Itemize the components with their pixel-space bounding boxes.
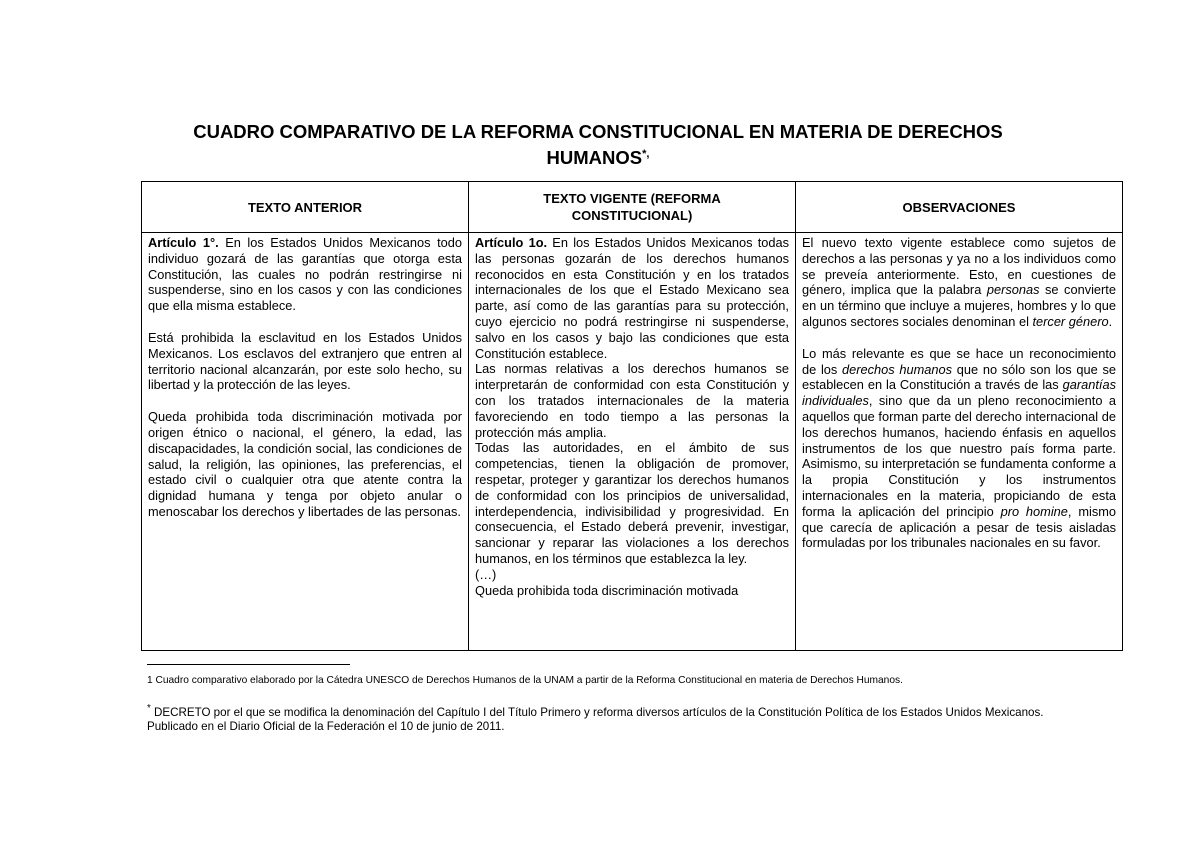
vigente-p1-text: En los Estados Unidos Mexicanos todas las personas gozarán de los derechos humanos reconocidos en esta Constitución y en los tratados internacionales de los que el Estado Mexicano sea parte, así como de las garantías para su protección, cuyo ejercicio no podrá restringirse ni suspenderse, salvo en los casos y bajo las condiciones que esta Constitución establece. bbox=[475, 235, 790, 361]
anterior-paragraph-2: Está prohibida la esclavitud en los Estados Unidos Mexicanos. Los esclavos del extranjero que entren al territorio nacional alcanzarán, por este solo hecho, su libertad y la protección de las leyes. bbox=[148, 329, 462, 393]
obs-p1-b: se convierte en un término que incluye a mujeres, hombres y lo que algunos sectores sociales denominan el bbox=[802, 282, 1116, 329]
title-line1: CUADRO COMPARATIVO DE LA REFORMA CONSTITUCIONAL EN MATERIA DE DERECHOS bbox=[193, 121, 1003, 142]
obs-p1-a: El nuevo texto vigente establece como sujetos de derechos a las personas y ya no a los individuos como se preveía anteriormente. Esto, en cuestiones de género, implica que la palabra bbox=[802, 235, 1116, 298]
vigente-paragraph-1 bbox=[475, 235, 789, 361]
vigente-paragraph-3: Todas las autoridades, en el ámbito de sus competencias, tienen la obligación de promover, respetar, proteger y garantizar los derechos humanos de conformidad con los principios de universalidad, interdependencia, indivisibilidad y progresividad. En consecuencia, el Estado deberá prevenir, investigar, sancionar y reparar las violaciones a los derechos humanos, en los términos que establezca la ley. bbox=[475, 440, 789, 566]
obs-p2-c: , sino que da un pleno reconocimiento a aquellos que forman parte del derecho internacional de los derechos humanos, haciendo énfasis en aquellos instrumentos de los que nuestro país forma parte. Asimismo, su interpretación se fundamenta conforme a la propia Constitución y los instrumentos internacionales en la materia, propiciando de esta forma la aplicación del principio bbox=[802, 393, 1116, 519]
anterior-article-label: Artículo 1°. bbox=[148, 235, 219, 250]
obs-p2-italic-garantias: garantías individuales bbox=[802, 377, 1116, 409]
obs-p2-b: que no sólo son los que se establecen en la Constitución a través de las bbox=[802, 361, 1116, 393]
footnote-1: 1 Cuadro comparativo elaborado por la Cátedra UNESCO de Derechos Humanos de la UNAM a partir de la Reforma Constitucional en materia de Derechos Humanos. bbox=[147, 675, 903, 686]
vigente-paragraph-2: Las normas relativas a los derechos humanos se interpretarán de conformidad con esta Constitución y con los tratados internacionales de la materia favoreciendo en todo tiempo a las personas la protección más amplia. bbox=[475, 361, 789, 440]
observaciones-paragraph-1 bbox=[802, 235, 1116, 330]
footnote-separator bbox=[147, 664, 350, 665]
header-row bbox=[142, 182, 1123, 233]
title-footnote-marks: *, bbox=[642, 148, 650, 160]
cell-observaciones bbox=[796, 233, 1123, 651]
obs-p1-italic-tercer-genero: tercer género bbox=[1032, 313, 1109, 329]
header-texto-vigente: TEXTO VIGENTE (REFORMA CONSTITUCIONAL) bbox=[469, 182, 796, 233]
obs-p2-a: Lo más relevante es que se hace un reconocimiento de los bbox=[802, 345, 1116, 377]
title-line2: HUMANOS bbox=[546, 147, 643, 169]
obs-p1-c: . bbox=[1108, 313, 1113, 329]
obs-p2-italic-derechos-humanos: derechos humanos bbox=[842, 361, 953, 377]
obs-p2-d: , mismo que carecía de aplicación a pesar de tesis aisladas formuladas por los tribunales nacionales en su favor. bbox=[802, 503, 1116, 551]
anterior-paragraph-3: Queda prohibida toda discriminación motivada por origen étnico o nacional, el género, la edad, las discapacidades, la condición social, las condiciones de salud, la religión, las opiniones, las preferencias, el estado civil o cualquier otra que atente contra la dignidad humana y tenga por objeto anular o menoscabar los derechos y libertades de las personas. bbox=[148, 409, 462, 519]
anterior-p1-text: En los Estados Unidos Mexicanos todo individuo gozará de las garantías que otorga esta Constitución, las cuales no podrán restringirse ni suspenderse, sino en los casos y con las condiciones que ella misma establece. bbox=[148, 235, 462, 314]
anterior-paragraph-1 bbox=[148, 235, 462, 314]
cell-texto-vigente bbox=[469, 233, 796, 651]
observaciones-paragraph-2 bbox=[802, 346, 1116, 551]
vigente-paragraph-4: Queda prohibida toda discriminación motivada bbox=[475, 582, 739, 598]
header-texto-anterior: TEXTO ANTERIOR bbox=[142, 182, 469, 233]
footnote-2 bbox=[147, 702, 1057, 735]
comparison-table bbox=[141, 181, 1123, 651]
content-row bbox=[142, 233, 1123, 651]
footnote-2-mark: * bbox=[147, 703, 151, 714]
cell-texto-anterior bbox=[142, 233, 469, 651]
page-title bbox=[140, 120, 1056, 169]
vigente-ellipsis: (…) bbox=[475, 566, 497, 582]
header-observaciones: OBSERVACIONES bbox=[796, 182, 1123, 233]
obs-p2-italic-pro-homine: pro homine bbox=[1000, 503, 1068, 519]
footnote-2-text: DECRETO por el que se modifica la denominación del Capítulo I del Título Primero y reforma diversos artículos de la Constitución Política de los Estados Unidos Mexicanos. Publicado en el Diario Oficial de la Federación el 10 de junio de 2011. bbox=[147, 705, 1044, 734]
obs-p1-italic-personas: personas bbox=[986, 282, 1040, 298]
vigente-article-label: Artículo 1o. bbox=[475, 235, 548, 250]
